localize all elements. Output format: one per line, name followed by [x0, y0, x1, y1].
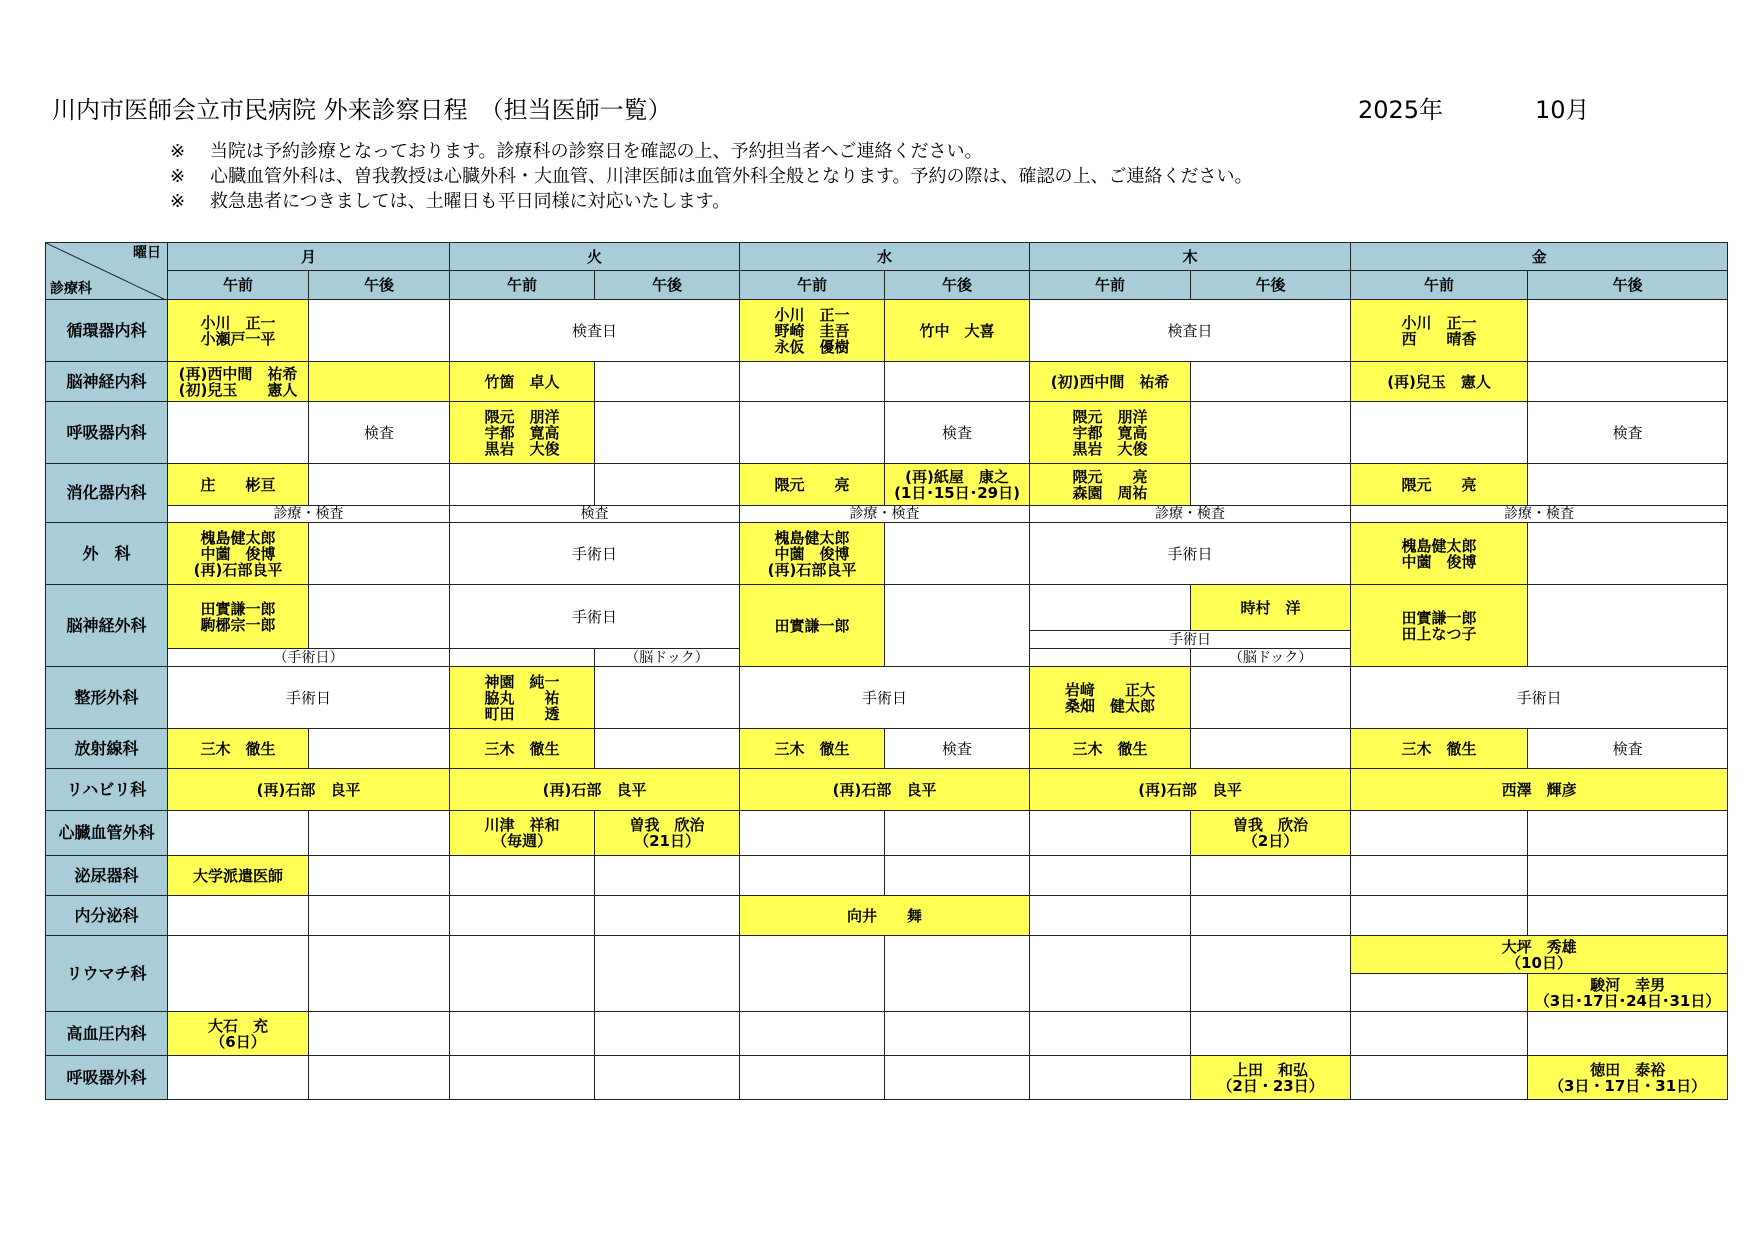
cell: 竹箇 卓人	[450, 362, 595, 402]
cell	[1528, 523, 1728, 585]
cell	[1351, 811, 1528, 856]
cell	[885, 936, 1030, 1012]
cell: 検査	[885, 402, 1030, 464]
cell: 神園 純一 脇丸 祐 町田 透	[450, 667, 595, 729]
cell: 庄 彬亘	[168, 464, 309, 506]
cell	[1191, 464, 1351, 506]
cell	[1528, 856, 1728, 896]
am-header: 午前	[168, 271, 309, 300]
cell	[450, 896, 595, 936]
cell	[1528, 362, 1728, 402]
cell	[1528, 896, 1728, 936]
cell: (再)兒玉 憲人	[1351, 362, 1528, 402]
cell	[168, 1056, 309, 1100]
cell	[595, 464, 740, 506]
cell: 検査	[309, 402, 450, 464]
cell: 槐島健太郎 中薗 俊博	[1351, 523, 1528, 585]
dept-gastro: 消化器内科	[46, 464, 168, 523]
cell: (再)紙屋 康之 (1日･15日･29日)	[885, 464, 1030, 506]
corner-cell	[46, 243, 168, 300]
cell	[595, 402, 740, 464]
page-title: 川内市医師会立市民病院 外来診察日程 （担当医師一覧）	[52, 96, 672, 124]
cell: 小川 正一 野崎 圭吾 永仮 優樹	[740, 300, 885, 362]
cell	[595, 667, 740, 729]
cell: 小川 正一 小瀬戸一平	[168, 300, 309, 362]
cell	[595, 1012, 740, 1056]
cell: 竹中 大喜	[885, 300, 1030, 362]
cell: 隈元 亮	[740, 464, 885, 506]
cell	[740, 811, 885, 856]
cell: (再)石部 良平	[168, 769, 450, 811]
cell: 大石 充 （6日）	[168, 1012, 309, 1056]
cell: 隈元 朋洋 宇都 寛高 黒岩 大俊	[450, 402, 595, 464]
cell	[595, 1056, 740, 1100]
cell	[1191, 936, 1351, 1012]
pm-header: 午後	[309, 271, 450, 300]
dept-cardiovascular-surgery: 心臓血管外科	[46, 811, 168, 856]
cell: 検査	[450, 506, 740, 523]
cell	[595, 362, 740, 402]
cell	[450, 464, 595, 506]
cell: 大坪 秀雄 （10日）	[1351, 936, 1728, 974]
cell	[1351, 402, 1528, 464]
cell	[450, 1012, 595, 1056]
note-mark: ※	[170, 191, 186, 212]
cell	[309, 856, 450, 896]
cell	[1528, 811, 1728, 856]
cell: 手術日	[1030, 631, 1351, 649]
dept-rehab: リハビリ科	[46, 769, 168, 811]
cell	[740, 1012, 885, 1056]
cell: (再)西中間 祐希 (初)兒玉 憲人	[168, 362, 309, 402]
cell	[1528, 585, 1728, 667]
cell	[1030, 856, 1191, 896]
cell: 三木 徹生	[1030, 729, 1191, 769]
cell: 診療・検査	[1030, 506, 1351, 523]
cell	[1191, 362, 1351, 402]
dept-endocrinology: 内分泌科	[46, 896, 168, 936]
cell: 三木 徹生	[168, 729, 309, 769]
cell: 徳田 泰裕 （3日・17日・31日）	[1528, 1056, 1728, 1100]
cell	[450, 649, 595, 667]
cell: 検査	[1528, 729, 1728, 769]
cell: 岩﨑 正大 桑畑 健太郎	[1030, 667, 1191, 729]
cell	[885, 585, 1030, 667]
cell	[1351, 856, 1528, 896]
cell: 時村 洋	[1191, 585, 1351, 631]
cell	[168, 402, 309, 464]
corner-day-label: 曜日	[133, 245, 161, 261]
cell	[1030, 1056, 1191, 1100]
cell	[309, 585, 450, 649]
dept-neurosurgery: 脳神経外科	[46, 585, 168, 667]
cell	[885, 362, 1030, 402]
cell: 手術日	[1030, 523, 1351, 585]
cell: 小川 正一 西 晴香	[1351, 300, 1528, 362]
cell: (初)西中間 祐希	[1030, 362, 1191, 402]
am-header: 午前	[740, 271, 885, 300]
schedule-month: 10月	[1535, 96, 1590, 124]
cell	[1351, 974, 1528, 1012]
cell	[1191, 1012, 1351, 1056]
cell	[1030, 896, 1191, 936]
cell	[450, 1056, 595, 1100]
cell	[309, 1056, 450, 1100]
cell: 隈元 朋洋 宇都 寛高 黒岩 大俊	[1030, 402, 1191, 464]
cell: 川津 祥和 （毎週）	[450, 811, 595, 856]
dept-surgery: 外 科	[46, 523, 168, 585]
dept-urology: 泌尿器科	[46, 856, 168, 896]
cell: 手術日	[450, 523, 740, 585]
cell: 診療・検査	[1351, 506, 1728, 523]
day-thu: 木	[1030, 243, 1351, 271]
cell	[885, 811, 1030, 856]
cell: 隈元 亮 森園 周祐	[1030, 464, 1191, 506]
cell	[1191, 667, 1351, 729]
cell	[595, 936, 740, 1012]
cell	[168, 811, 309, 856]
cell	[595, 729, 740, 769]
cell: 駿河 幸男 （3日･17日･24日･31日）	[1528, 974, 1728, 1012]
cell	[450, 936, 595, 1012]
cell: （脳ドック）	[595, 649, 740, 667]
cell	[1528, 300, 1728, 362]
cell: 大学派遣医師	[168, 856, 309, 896]
cell	[740, 362, 885, 402]
cell	[309, 936, 450, 1012]
cell	[740, 1056, 885, 1100]
cell	[1030, 585, 1191, 631]
cell: 田實謙一郎 田上なつ子	[1351, 585, 1528, 667]
note-mark: ※	[170, 141, 186, 162]
pm-header: 午後	[1191, 271, 1351, 300]
cell	[1191, 896, 1351, 936]
cell	[309, 896, 450, 936]
day-mon: 月	[168, 243, 450, 271]
cell: 曽我 欣治 （2日）	[1191, 811, 1351, 856]
cell: 検査日	[1030, 300, 1351, 362]
cell: 向井 舞	[740, 896, 1030, 936]
day-tue: 火	[450, 243, 740, 271]
cell	[309, 811, 450, 856]
note-2: ※ 心臓血管外科は、曽我教授は心臓外科・大血管、川津医師は血管外科全般となります。予約の際は、確認の上、ご連絡ください。	[170, 166, 1253, 187]
cell	[595, 896, 740, 936]
cell: 手術日	[740, 667, 1030, 729]
am-header: 午前	[1030, 271, 1191, 300]
cell: 手術日	[450, 585, 740, 649]
cell	[309, 1012, 450, 1056]
cell	[1351, 1056, 1528, 1100]
cell: 槐島健太郎 中薗 俊博 (再)石部良平	[168, 523, 309, 585]
cell	[1030, 649, 1191, 667]
cell: (再)石部 良平	[450, 769, 740, 811]
cell	[740, 402, 885, 464]
cell	[1528, 1012, 1728, 1056]
cell	[309, 300, 450, 362]
cell	[740, 936, 885, 1012]
cell	[309, 464, 450, 506]
dept-thoracic-surgery: 呼吸器外科	[46, 1056, 168, 1100]
note-1: ※ 当院は予約診療となっております。診療科の診察日を確認の上、予約担当者へご連絡ください。	[170, 141, 983, 162]
cell	[740, 856, 885, 896]
cell: (再)石部 良平	[740, 769, 1030, 811]
cell	[885, 1012, 1030, 1056]
cell	[168, 936, 309, 1012]
dept-hypertension: 高血圧内科	[46, 1012, 168, 1056]
cell: 検査	[885, 729, 1030, 769]
cell	[1351, 896, 1528, 936]
dept-cardiology: 循環器内科	[46, 300, 168, 362]
dept-rheumatology: リウマチ科	[46, 936, 168, 1012]
cell	[309, 362, 450, 402]
note-3: ※ 救急患者につきましては、土曜日も平日同様に対応いたします。	[170, 191, 731, 212]
am-header: 午前	[450, 271, 595, 300]
cell	[1191, 402, 1351, 464]
cell	[450, 856, 595, 896]
cell	[885, 523, 1030, 585]
day-fri: 金	[1351, 243, 1728, 271]
cell: 三木 徹生	[450, 729, 595, 769]
cell: 隈元 亮	[1351, 464, 1528, 506]
cell: 手術日	[1351, 667, 1728, 729]
cell	[168, 896, 309, 936]
cell: （手術日）	[168, 649, 450, 667]
cell: （脳ドック）	[1191, 649, 1351, 667]
cell	[885, 1056, 1030, 1100]
dept-orthopedics: 整形外科	[46, 667, 168, 729]
cell: 診療・検査	[740, 506, 1030, 523]
cell: 田實謙一郎 駒㭨宗一郎	[168, 585, 309, 649]
cell	[1030, 811, 1191, 856]
cell: 田實謙一郎	[740, 585, 885, 667]
cell	[1030, 936, 1191, 1012]
cell: 手術日	[168, 667, 450, 729]
cell: 上田 和弘 （2日・23日）	[1191, 1056, 1351, 1100]
cell: 検査日	[450, 300, 740, 362]
cell	[1191, 729, 1351, 769]
cell: 三木 徹生	[740, 729, 885, 769]
pm-header: 午後	[885, 271, 1030, 300]
cell: 曽我 欣治 （21日）	[595, 811, 740, 856]
cell	[1030, 1012, 1191, 1056]
cell: 検査	[1528, 402, 1728, 464]
cell	[885, 856, 1030, 896]
cell: 西澤 輝彦	[1351, 769, 1728, 811]
schedule-table	[45, 242, 1728, 1100]
cell	[1528, 464, 1728, 506]
dept-neurology: 脳神経内科	[46, 362, 168, 402]
cell	[595, 856, 740, 896]
cell	[1191, 856, 1351, 896]
cell	[309, 523, 450, 585]
cell	[1351, 1012, 1528, 1056]
am-header: 午前	[1351, 271, 1528, 300]
corner-dept-label: 診療科	[50, 281, 92, 297]
cell: 診療・検査	[168, 506, 450, 523]
dept-respiratory: 呼吸器内科	[46, 402, 168, 464]
day-wed: 水	[740, 243, 1030, 271]
notes	[170, 139, 1253, 214]
cell: 槐島健太郎 中薗 俊博 (再)石部良平	[740, 523, 885, 585]
pm-header: 午後	[1528, 271, 1728, 300]
cell: (再)石部 良平	[1030, 769, 1351, 811]
schedule-year: 2025年	[1358, 96, 1444, 124]
cell	[309, 729, 450, 769]
pm-header: 午後	[595, 271, 740, 300]
dept-radiology: 放射線科	[46, 729, 168, 769]
note-mark: ※	[170, 166, 186, 187]
cell: 三木 徹生	[1351, 729, 1528, 769]
